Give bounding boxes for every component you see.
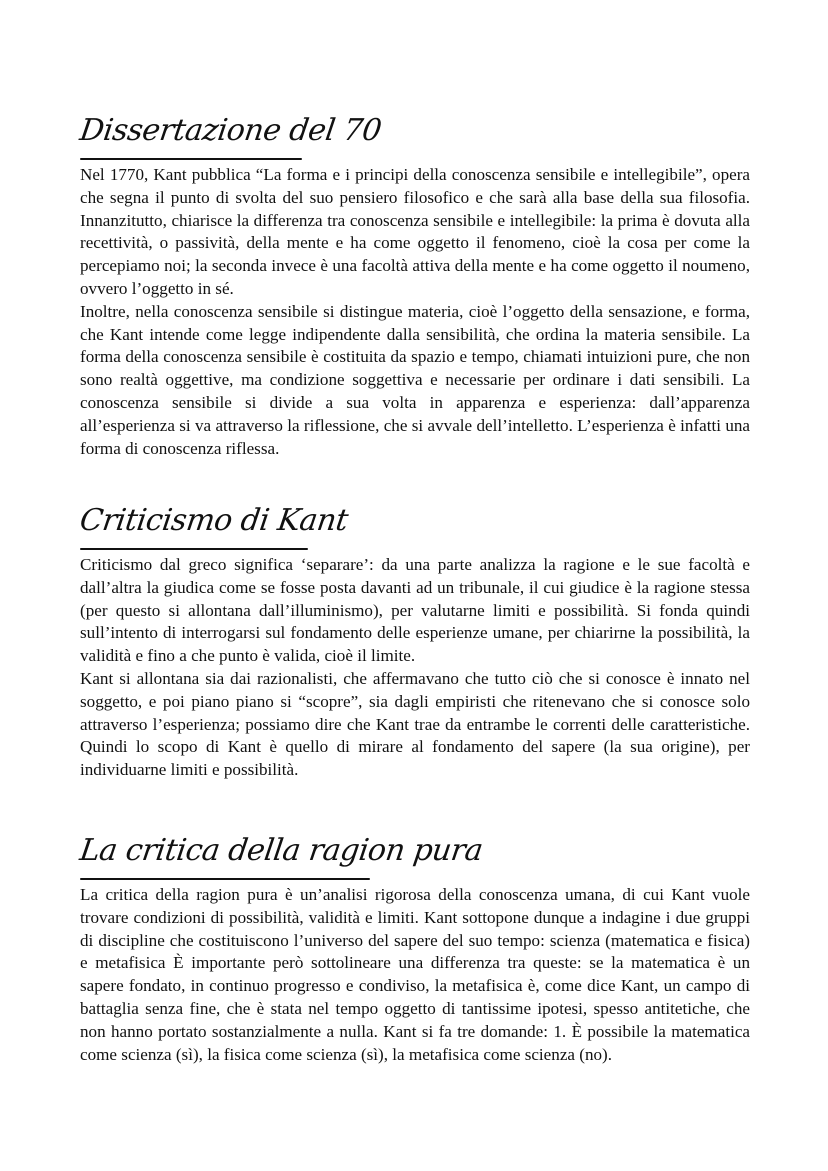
section-heading-wrap: [77, 496, 750, 554]
section-dissertazione: [77, 106, 750, 460]
section-heading-wrap: [77, 826, 750, 884]
section-heading: Criticismo di Kant: [77, 503, 350, 538]
section-critica-ragion-pura: [77, 826, 750, 1066]
section-body: Criticismo dal greco significa ‘separare’: da una parte analizza la ragione e le sue facoltà e dall’altra la giudica come se fosse posta davanti ad un tribunale, il cui giudice è la ragione stessa (per questo si allontana dall’illuminismo), per valutarne limiti e possibilità. Si fonda quindi sull’intento di interrogarsi sul fondamento delle esperienze umane, per chiarirne la possibilità, la validità e fino a che punto è valida, cioè il limite. Kant si allontana sia dai razionalisti, che affermavano che tutto ciò che si conosce è innato nel soggetto, e poi piano piano si “scopre”, sia dagli empiristi che ritenevano che si conosce solo attraverso l’esperienza; possiamo dire che Kant trae da entrambe le correnti delle caratteristiche. Quindi lo scopo di Kant è quello di mirare al fondamento del sapere (la sua origine), per individuarne limiti e possibilità.: [80, 555, 750, 780]
section-heading: La critica della ragion pura: [77, 833, 485, 868]
heading-underline: [80, 878, 370, 880]
section-heading-wrap: [77, 106, 750, 164]
section-body: La critica della ragion pura è un’analisi rigorosa della conoscenza umana, di cui Kant vuole trovare condizioni di possibilità, validità e limiti. Kant sottopone dunque a indagine i due gruppi di discipline che costituiscono l’universo del sapere del suo tempo: scienza (matematica e fisica) e metafisica È importante però sottolineare una differenza tra queste: se la matematica è un sapere fondato, in continuo progresso e condiviso, la metafisica è, come dice Kant, un campo di battaglia senza fine, che è stata nel tempo oggetto di tantissime ipotesi, spesso antitetiche, che non hanno portato sostanzialmente a nulla. Kant si fa tre domande: 1. È possibile la matematica come scienza (sì), la fisica come scienza (sì), la metafisica come scienza (no).: [80, 885, 750, 1064]
section-criticismo: [77, 496, 750, 782]
section-heading: Dissertazione del 70: [77, 113, 384, 148]
heading-underline: [80, 158, 302, 160]
heading-underline: [80, 548, 308, 550]
section-body: Nel 1770, Kant pubblica “La forma e i principi della conoscenza sensibile e intellegibile”, opera che segna il punto di svolta del suo pensiero filosofico e che sarà alla base della sua filosofia. Innanzitutto, chiarisce la differenza tra conoscenza sensibile e intellegibile: la prima è dovuta alla recettività, o passività, della mente e ha come oggetto il fenomeno, cioè la cosa per come la percepiamo noi; la seconda invece è una facoltà attiva della mente e ha come oggetto il noumeno, ovvero l’oggetto in sé. Inoltre, nella conoscenza sensibile si distingue materia, cioè l’oggetto della sensazione, e forma, che Kant intende come legge indipendente dalla sensibilità, che ordina la materia sensibile. La forma della conoscenza sensibile è costituita da spazio e tempo, chiamati intuizioni pure, che non sono realtà oggettive, ma condizione soggettiva e necessarie per ordinare i dati sensibili. La conoscenza sensibile si divide a sua volta in apparenza e esperienza: dall’apparenza all’esperienza si va attraverso la riflessione, che si avvale dell’intelletto. L’esperienza è infatti una forma di conoscenza riflessa.: [80, 165, 750, 458]
